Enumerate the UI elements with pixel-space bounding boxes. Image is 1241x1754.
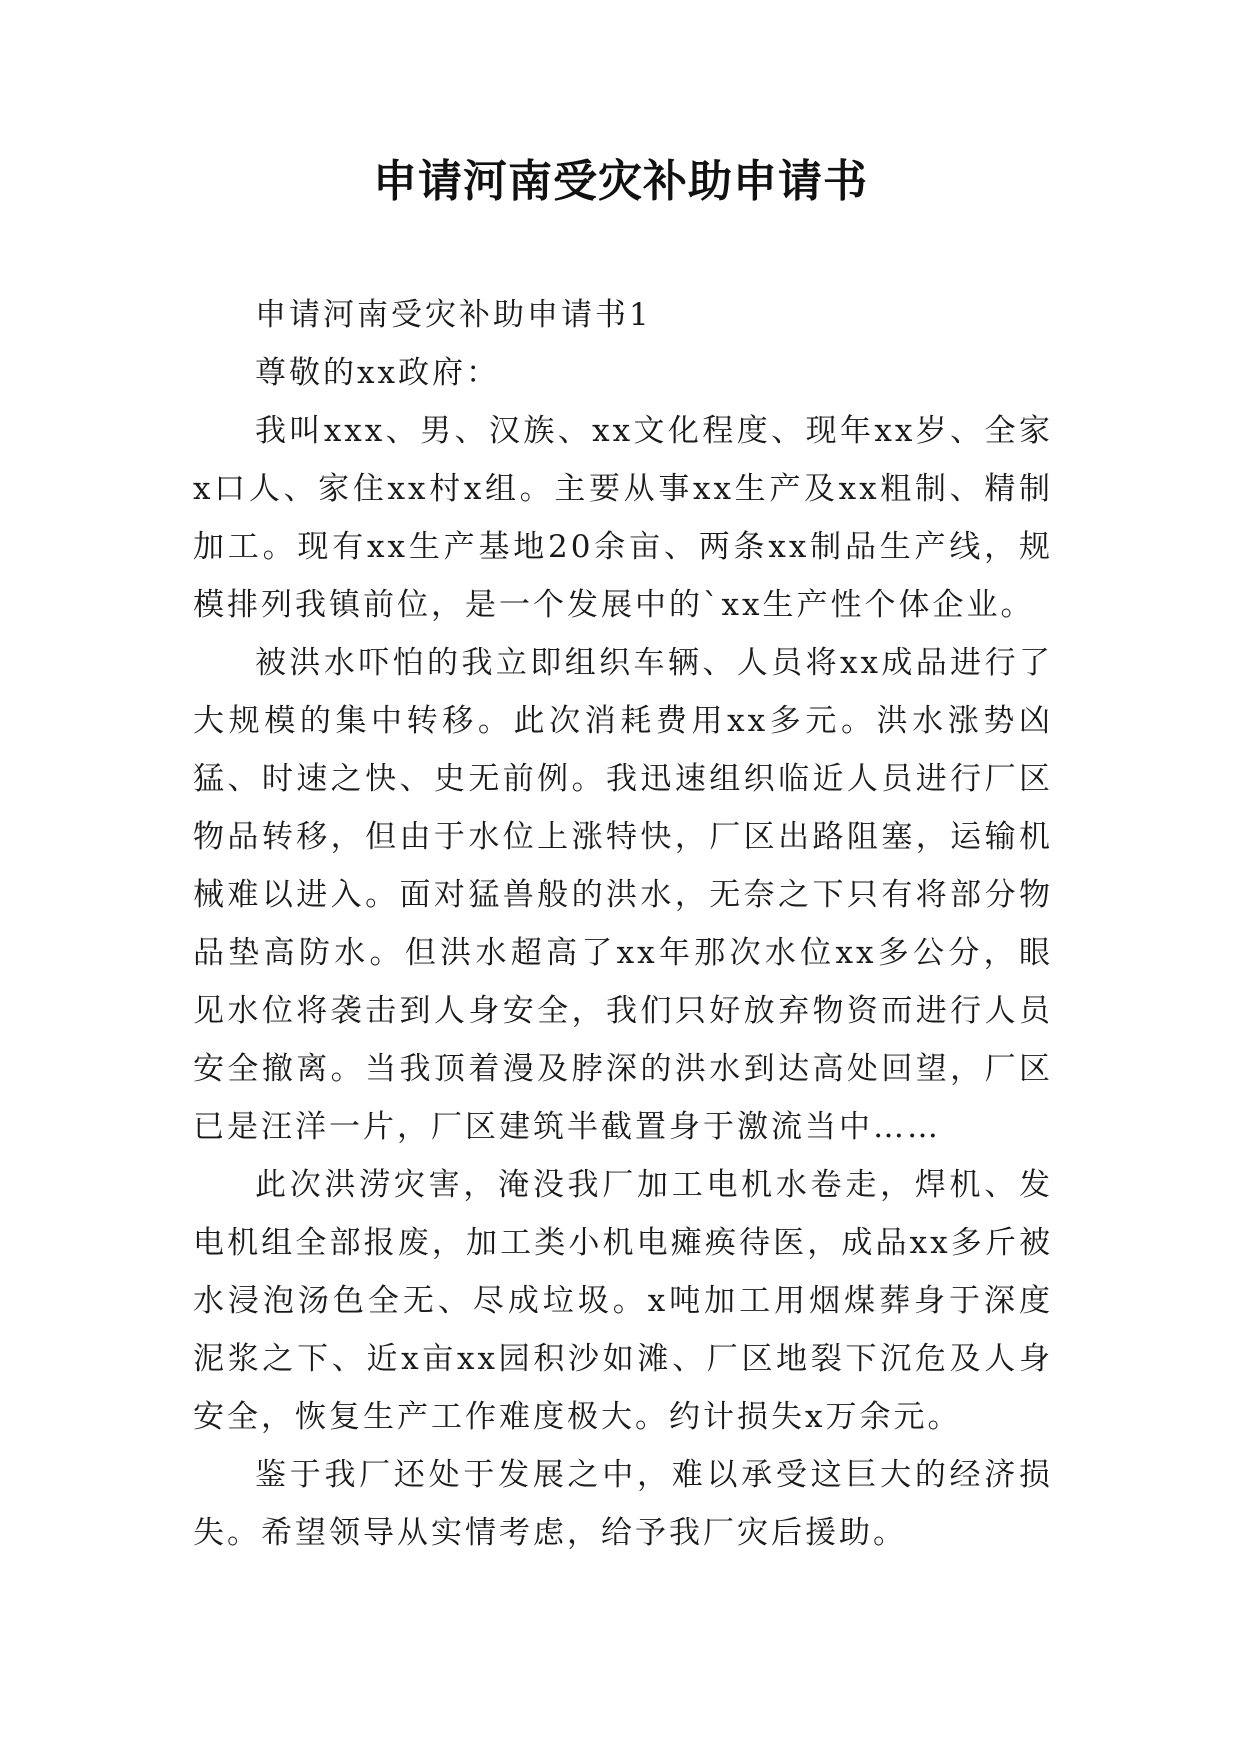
- paragraph-introduction: 我叫xxx、男、汉族、xx文化程度、现年xx岁、全家x口人、家住xx村x组。主要从事xx生产及xx粗制、精制加工。现有xx生产基地20余亩、两条xx制品生产线，规模排列我镇前位，是一个发展中的`xx生产性个体企业。: [193, 413, 1053, 623]
- paragraph-request: 鉴于我厂还处于发展之中，难以承受这巨大的经济损失。希望领导从实情考虑，给予我厂灾后援助。: [193, 1457, 1053, 1551]
- paragraph-subtitle: 申请河南受灾补助申请书1: [255, 297, 652, 333]
- paragraph-salutation: 尊敬的xx政府：: [255, 355, 500, 391]
- document-title: 申请河南受灾补助申请书: [373, 156, 868, 207]
- paragraph-flood-account: 被洪水吓怕的我立即组织车辆、人员将xx成品进行了大规模的集中转移。此次消耗费用xx多元。洪水涨势凶猛、时速之快、史无前例。我迅速组织临近人员进行厂区物品转移，但由于水位上涨特快，厂区出路阻塞，运输机械难以进入。面对猛兽般的洪水，无奈之下只有将部分物品垫高防水。但洪水超高了xx年那次水位xx多公分，眼见水位将袭击到人身安全，我们只好放弃物资而进行人员安全撤离。当我顶着漫及脖深的洪水到达高处回望，厂区已是汪洋一片，厂区建筑半截置身于激流当中……: [193, 645, 1053, 1145]
- paragraph-losses: 此次洪涝灾害，淹没我厂加工电机水卷走，焊机、发电机组全部报废，加工类小机电瘫痪待医，成品xx多斤被水浸泡汤色全无、尽成垃圾。x吨加工用烟煤葬身于深度泥浆之下、近x亩xx园积沙如滩、厂区地裂下沉危及人身安全，恢复生产工作难度极大。约计损失x万余元。: [193, 1167, 1053, 1435]
- document-body: [193, 286, 1053, 1562]
